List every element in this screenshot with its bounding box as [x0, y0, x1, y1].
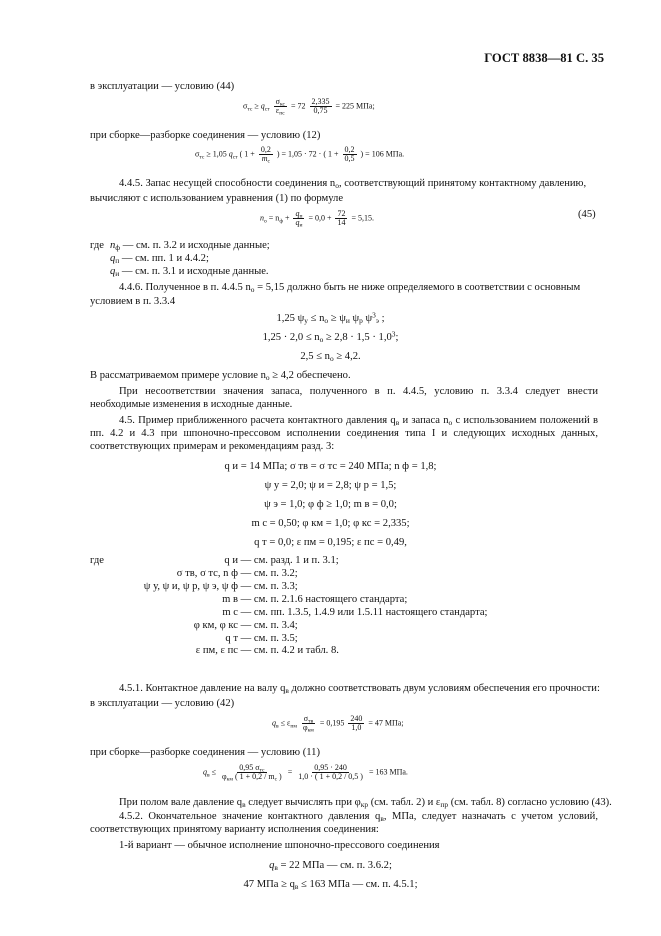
where-item: где $n_ф$ — см. п. 3.2 и исходные данные; — [90, 240, 270, 253]
page-header: ГОСТ 8838—81 С. 35 — [484, 51, 604, 65]
where-item: $q_и$ — см. п. 3.1 и исходные данные. — [110, 265, 269, 279]
paragraph-4-5-1: 4.5.1. Контактное давление на валу $q_в$ должно соответствовать двум условиям обеспечения его прочности: — [119, 683, 600, 696]
where-item: φ км, φ кс — см. п. 3.4; — [193, 619, 298, 631]
equation-number: (45) — [578, 209, 596, 220]
equation-44: $\sigma_{тс} \ge q_{ст}$ $\frac{\sigma_{кс}}{\varepsilon_{пс}}$ = 72 $\frac{2,335}{0,75}$ = 225 МПа; — [243, 97, 375, 118]
inequality-line: $1,25 \cdot 2,0 \le n_о \ge 2,8 \cdot 1,5 \cdot 1,0^3$; — [262, 329, 399, 345]
equation-11: $q_в$ ≤ $\frac{0,95 \sigma_{тс}}{\varphi_{км} ( 1 + 0,2 / m_с )}$ = $\frac{0,95 \cdot 240}{1,0 \cdot ( 1 + 0,2 / 0,5 )}$ = 163 МПа. — [203, 763, 408, 784]
where-item: m с — см. пп. 1.3.5, 1.4.9 или 1.5.11 настоящего стандарта; — [222, 606, 488, 618]
equation-42: $q_в \le \varepsilon_{пм}$ $\frac{\sigma_{тв}}{\varphi_{км}}$ = 0,195 $\frac{240}{1,0}$ = 47 МПа; — [272, 714, 404, 735]
text-line: вычисляют с использованием уравнения (1) по формуле — [90, 193, 344, 204]
where-item: m в — см. п. 2.1.6 настоящего стандарта; — [222, 593, 408, 605]
where-item: q т — см. п. 3.5; — [225, 632, 298, 644]
where-list — [90, 240, 270, 279]
where-item: ψ у, ψ и, ψ р, ψ э, ψ ф — см. п. 3.3; — [143, 580, 298, 592]
condition-line: $q_в = 22$ МПа — см. п. 3.6.2; — [269, 860, 392, 873]
inequality-line: $2,5 \le n_о \ge 4,2$. — [300, 351, 361, 364]
where-item: где q и — см. разд. 1 и п. 3.1; — [90, 555, 339, 566]
paragraph-hollow-shaft: При полом вале давление $q_в$ следует вычислять при $\varphi_{кр}$ (см. табл. 2) и $\varepsilon_{пр}$ (см. табл. 8) согласно условию (43). — [119, 797, 612, 810]
text-line: В рассматриваемом примере условие $n_о \ge 4,2$ обеспечено. — [90, 370, 351, 383]
data-row: ψ э = 1,0; φ ф ≥ 1,0; m в = 0,0; — [264, 499, 397, 510]
paragraph-4-4-6: 4.4.6. Полученное в п. 4.4.5 $n_о = 5,15$ должно быть не ниже определяемого в соответствии с основным — [119, 282, 581, 295]
where-item: ε пм, ε пс — см. п. 4.2 и табл. 8. — [195, 645, 339, 657]
data-row: ψ у = 2,0; ψ и = 2,8; ψ р = 1,5; — [264, 480, 397, 491]
where-list-2 — [90, 555, 610, 658]
paragraph-4-5: 4.5. Пример приближенного расчета контактного давления $q_в$ и запаса $n_о$ с использованием положений в пп. 4.2 и 4.3 при шпоночно-прессовом исполнении соединения типа I и следующих исходных данных, соответствующих примерам и рекомендациям разд. 3: — [90, 415, 598, 452]
paragraph-4-5-2: 4.5.2. Окончательное значение контактного давления $q_в$, МПа, следует назначать с учетом условий, соответствующих принятому варианту исполнения соединения: — [90, 811, 599, 835]
where-item: $q_п$ — см. пп. 1 и 4.4.2; — [110, 252, 209, 266]
equation-12: $\sigma_{тс} \ge 1,05$ $q_{ст}$ ( 1 + $\frac{0,2}{m_с}$ ) = 1,05 · 72 · ( 1 + $\frac{0,2}{0,5}$ ) = 106 МПа. — [195, 145, 405, 166]
data-row: q и = 14 МПа; σ тв = σ тс = 240 МПа; n ф = 1,8; — [224, 461, 437, 472]
condition-line: 47 МПа ≥ $q_в \le 163$ МПа — см. п. 4.5.1; — [243, 879, 418, 892]
data-row: m с = 0,50; φ км = 1,0; φ кс = 2,335; — [251, 518, 410, 529]
initial-data-block — [0, 461, 661, 556]
inequality-block — [0, 310, 661, 370]
text-line: 1-й вариант — обычное исполнение шпоночно-прессового соединения — [119, 840, 440, 851]
text-line: условием в п. 3.3.4 — [90, 296, 176, 307]
text-line: при сборке—разборке соединения — условию (12) — [90, 130, 321, 141]
inequality-line: 1,25 $\psi_у \le n_о \ge \psi_и$ $\psi_р$ $\psi^3_э$ ; — [276, 310, 385, 326]
equation-45: $n_о = n_ф$ + $\frac{q_п}{q_и}$ = 0,0 + $\frac{72}{14}$ = 5,15. — [260, 209, 374, 230]
paragraph-4-4-5: 4.4.5. Запас несущей способности соединения $n_о$, соответствующий принятому контактному давлению, — [119, 178, 587, 191]
where-item: σ тв, σ тс, n ф — см. п. 3.2; — [176, 567, 298, 579]
text-line: при сборке—разборке соединения — условию (11) — [90, 747, 320, 758]
variant-conditions — [0, 860, 661, 898]
text-line: в эксплуатации — условию (42) — [90, 698, 235, 709]
paragraph-mismatch: При несоответствии значения запаса, полученного в п. 4.4.5, условию п. 3.3.4 следует внести необходимые изменения в исходные данные. — [90, 386, 598, 410]
text-line: в эксплуатации — условию (44) — [90, 81, 235, 92]
data-row: q т = 0,0; ε пм = 0,195; ε пс = 0,49, — [254, 537, 407, 548]
